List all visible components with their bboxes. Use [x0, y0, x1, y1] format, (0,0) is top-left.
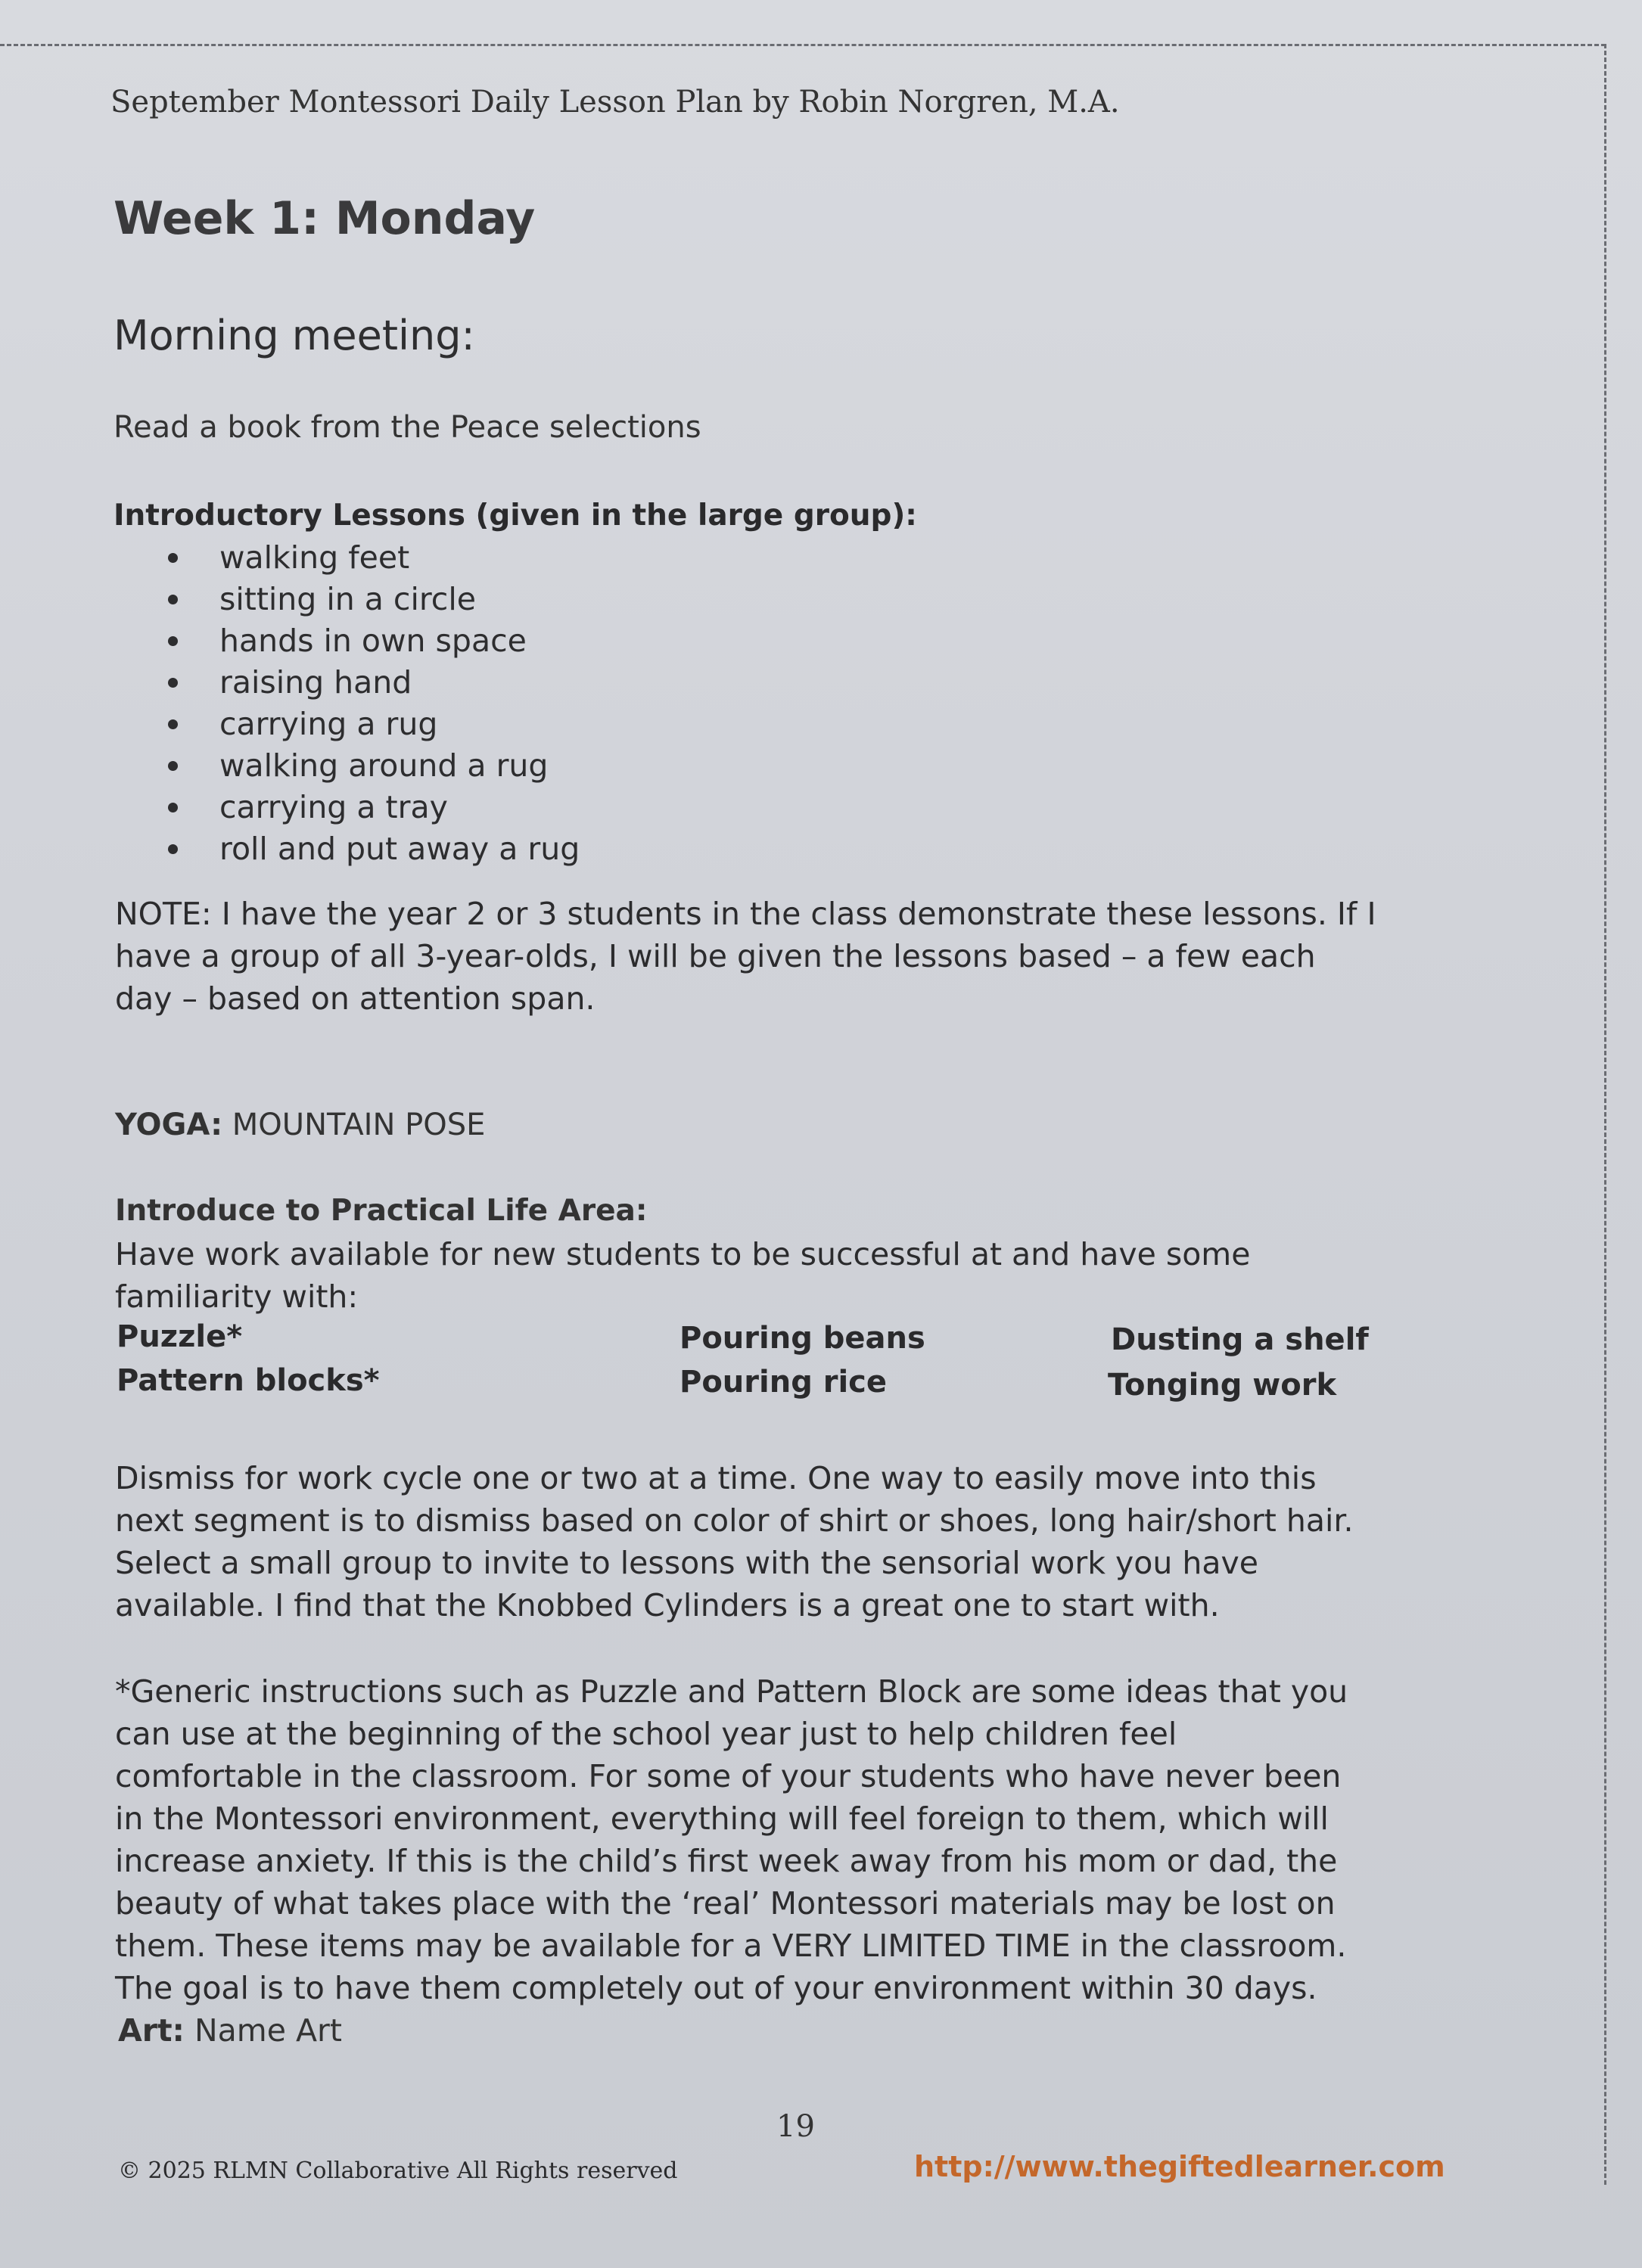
bullet-icon [168, 595, 178, 604]
art-label: Art: [118, 2012, 185, 2049]
item-puzzle: Puzzle* [117, 1319, 243, 1354]
bullet-icon [168, 719, 178, 729]
bullet-icon [168, 761, 178, 771]
morning-meeting-heading: Morning meeting: [114, 312, 475, 359]
art-line [118, 2012, 342, 2049]
list-item: carrying a rug [114, 704, 1173, 745]
practical-life-heading: Introduce to Practical Life Area: [115, 1194, 648, 1228]
yoga-label: YOGA: [115, 1108, 223, 1142]
list-item: hands in own space [114, 620, 1173, 662]
bullet-icon [168, 636, 178, 646]
page-number: 19 [776, 2109, 815, 2144]
list-item: roll and put away a rug [114, 828, 1173, 870]
list-item: sitting in a circle [114, 579, 1173, 620]
copyright-notice: © 2025 RLMN Collaborative All Rights reserved [118, 2158, 678, 2184]
bullet-icon [168, 844, 178, 854]
art-value: Name Art [194, 2012, 342, 2049]
yoga-value: MOUNTAIN POSE [232, 1108, 486, 1142]
dashed-border-top [0, 44, 1606, 46]
list-item: walking around a rug [114, 745, 1173, 787]
practical-life-items [117, 1319, 1448, 1410]
introductory-lessons [114, 495, 1173, 870]
generic-instructions-paragraph: *Generic instructions such as Puzzle and Pattern Block are some ideas that you can use at the beginning of the school year just to help children feel comfortable in the classroom. For some of your students who have never been in the Montessori environment, everything will feel foreign to them, which will increase anxiety. If this is the child’s first week away from his mom or dad, the beauty of what takes place with the ‘real’ Montessori materials may be lost on them. These items may be available for a VERY LIMITED TIME in the classroom. The goal is to have them completely out of your environment within 30 days. [115, 1673, 1348, 2006]
list-item: carrying a tray [114, 787, 1173, 828]
list-item: walking feet [114, 537, 1173, 579]
bullet-icon [168, 678, 178, 688]
website-link[interactable]: http://www.thegiftedlearner.com [914, 2150, 1445, 2183]
page-header: September Montessori Daily Lesson Plan by Robin Norgren, M.A. [110, 85, 1120, 120]
note-paragraph: NOTE: I have the year 2 or 3 students in the class demonstrate these lessons. If I have a group of all 3-year-olds, I will be given the lessons based – a few each day – based on attention span. [115, 896, 1376, 1017]
dismiss-paragraph: Dismiss for work cycle one or two at a time. One way to easily move into this next segment is to dismiss based on color of shirt or shoes, long hair/short hair. Select a small group to invite to lessons with the sensorial work you have available. I find that the Knobbed Cylinders is a great one to start with. [115, 1460, 1354, 1623]
dashed-border-right [1604, 44, 1606, 2185]
week-title: Week 1: Monday [114, 192, 536, 245]
yoga-line [115, 1108, 485, 1142]
list-item: raising hand [114, 662, 1173, 704]
bullet-icon [168, 803, 178, 812]
lessons-list [114, 537, 1173, 870]
morning-meeting-text: Read a book from the Peace selections [114, 410, 701, 445]
introductory-lessons-heading: Introductory Lessons (given in the large group): [114, 499, 917, 533]
item-pouring-beans: Pouring beans [680, 1321, 925, 1356]
item-dusting-shelf: Dusting a shelf [1111, 1322, 1369, 1357]
practical-life-paragraph: Have work available for new students to be successful at and have some familiarity with: [115, 1236, 1251, 1315]
item-tonging-work: Tonging work [1108, 1368, 1337, 1403]
item-pattern-blocks: Pattern blocks* [117, 1363, 380, 1398]
bullet-icon [168, 553, 178, 563]
item-pouring-rice: Pouring rice [680, 1365, 888, 1400]
